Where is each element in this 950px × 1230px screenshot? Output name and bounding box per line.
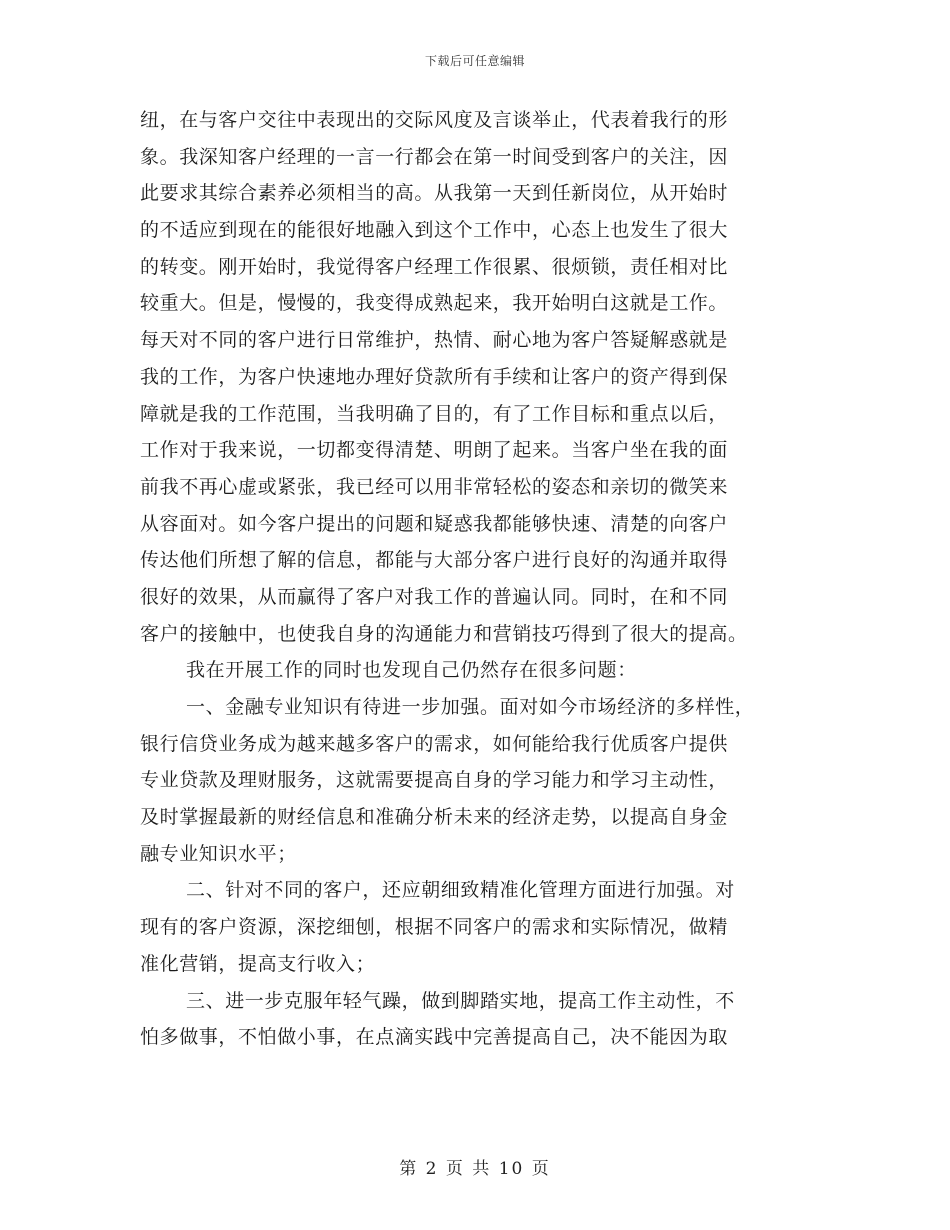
text-line: 此要求其综合素养必须相当的高。从我第一天到任新岗位，从开始时 [140, 182, 729, 205]
text-line: 的转变。刚开始时，我觉得客户经理工作很累、很烦锁，责任相对比 [140, 255, 729, 278]
text-line: 融专业知识水平； [140, 842, 297, 865]
text-line: 怕多做事，不怕做小事，在点滴实践中完善提高自己，决不能因为取 [140, 1026, 729, 1049]
text-line: 每天对不同的客户进行日常维护，热情、耐心地为客户答疑解惑就是 [140, 329, 729, 352]
text-line: 准化营销，提高支行收入； [140, 952, 376, 975]
text-line: 很好的效果，从而赢得了客户对我工作的普遍认同。同时，在和不同 [140, 585, 729, 608]
text-line: 我在开展工作的同时也发现自己仍然存在很多问题： [186, 659, 637, 682]
text-line: 的不适应到现在的能很好地融入到这个工作中，心态上也发生了很大 [140, 219, 729, 242]
text-line: 障就是我的工作范围，当我明确了目的，有了工作目标和重点以后， [140, 402, 729, 425]
text-line: 传达他们所想了解的信息，都能与大部分客户进行良好的沟通并取得 [140, 549, 729, 572]
text-line: 银行信贷业务成为越来越多客户的需求，如何能给我行优质客户提供 [140, 732, 729, 755]
page-number-footer: 第 2 页 共 10 页 [399, 1159, 551, 1179]
text-line: 前我不再心虚或紧张，我已经可以用非常轻松的姿态和亲切的微笑来 [140, 475, 729, 498]
text-line: 三、进一步克服年轻气躁，做到脚踏实地，提高工作主动性，不 [186, 989, 735, 1012]
text-line: 二、针对不同的客户，还应朝细致精准化管理方面进行加强。对 [186, 879, 735, 902]
text-line: 纽，在与客户交往中表现出的交际风度及言谈举止，代表着我行的形 [140, 109, 729, 131]
page-header: 下载后可任意编辑 [424, 54, 525, 68]
text-line: 象。我深知客户经理的一言一行都会在第一时间受到客户的关注，因 [140, 145, 729, 168]
document-body [140, 102, 820, 1056]
text-line: 客户的接触中，也使我自身的沟通能力和营销技巧得到了很大的提高。 [140, 622, 748, 645]
text-line: 及时掌握最新的财经信息和准确分析未来的经济走势，以提高自身金 [140, 806, 729, 829]
text-line: 工作对于我来说，一切都变得清楚、明朗了起来。当客户坐在我的面 [140, 439, 729, 462]
text-line: 从容面对。如今客户提出的问题和疑惑我都能够快速、清楚的向客户 [140, 512, 729, 535]
text-line: 我的工作，为客户快速地办理好贷款所有手续和让客户的资产得到保 [140, 365, 729, 388]
text-line: 一、金融专业知识有待进一步加强。面对如今市场经济的多样性， [186, 696, 755, 718]
text-line: 现有的客户资源，深挖细刨，根据不同客户的需求和实际情况，做精 [140, 916, 729, 939]
text-line: 较重大。但是，慢慢的，我变得成熟起来，我开始明白这就是工作。 [140, 292, 729, 315]
text-line: 专业贷款及理财服务，这就需要提高自身的学习能力和学习主动性， [140, 769, 729, 792]
